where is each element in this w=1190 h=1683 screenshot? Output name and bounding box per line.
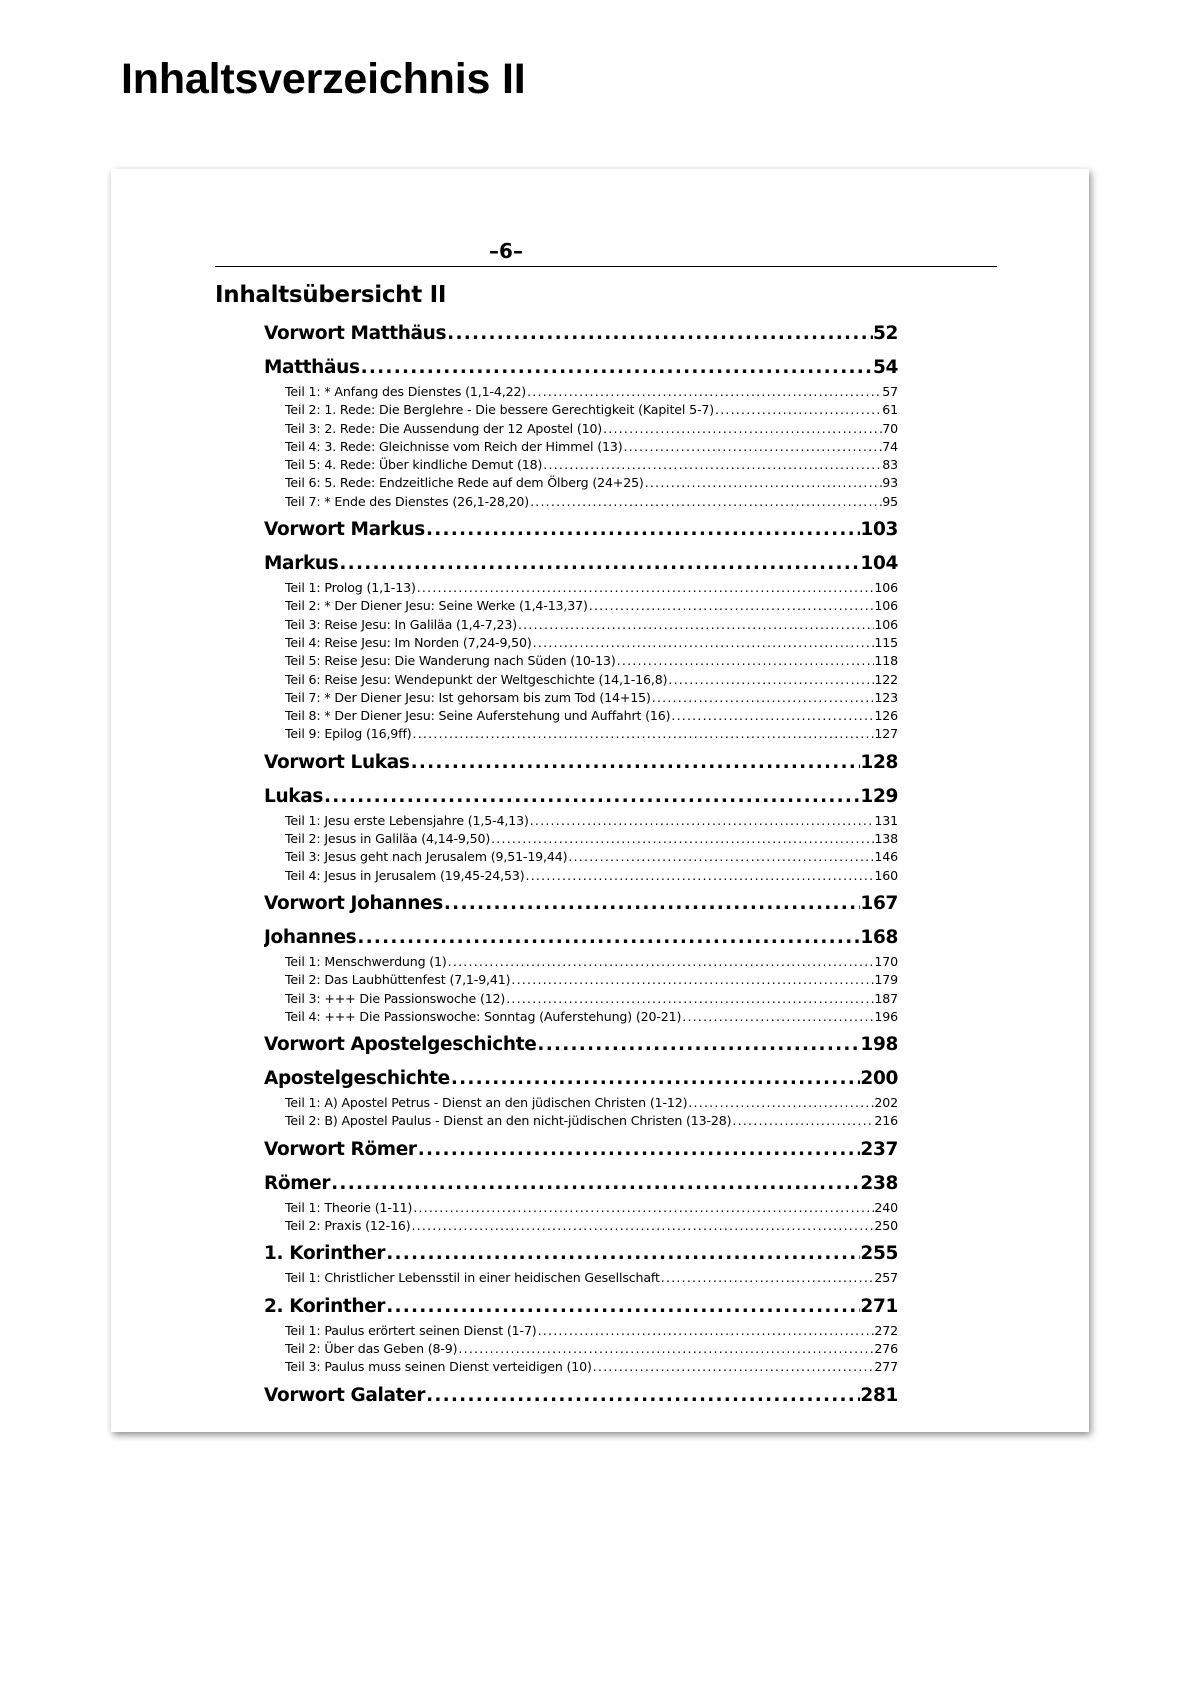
toc-subentry[interactable] (264, 616, 898, 634)
table-of-contents (264, 319, 898, 1415)
toc-subentry[interactable] (264, 689, 898, 707)
toc-subentry[interactable] (264, 1269, 898, 1287)
toc-subentry-page: 115 (874, 634, 898, 650)
toc-entry[interactable] (264, 1169, 898, 1199)
toc-entry-title: Markus (264, 553, 339, 575)
toc-section (264, 1239, 898, 1287)
toc-entry-page: 198 (860, 1034, 898, 1056)
toc-subentry-title: Teil 2: Praxis (12-16) (285, 1218, 411, 1234)
toc-subentry[interactable] (264, 401, 898, 419)
toc-subentry[interactable] (264, 671, 898, 689)
toc-section (264, 1381, 898, 1411)
toc-subentry-title: Teil 7: * Der Diener Jesu: Ist gehorsam bis zum Tod (14+15) (285, 689, 651, 705)
document-page (111, 169, 1089, 1432)
toc-subentry[interactable] (264, 707, 898, 725)
toc-entry-page: 255 (860, 1243, 898, 1265)
toc-subentry-title: Teil 1: Christlicher Lebensstil in einer heidischen Gesellschaft (285, 1270, 660, 1286)
toc-subentry-title: Teil 3: +++ Die Passionswoche (12) (285, 990, 506, 1006)
toc-subentry-page: 126 (874, 708, 898, 724)
dot-leader (644, 474, 883, 492)
toc-section (264, 1135, 898, 1165)
toc-subentry-page: 170 (874, 953, 898, 969)
toc-entry-page: 281 (860, 1384, 898, 1406)
toc-subentry-title: Teil 2: * Der Diener Jesu: Seine Werke (1,4-13,37) (285, 598, 588, 614)
dot-leader (622, 438, 882, 456)
dot-leader (602, 420, 882, 438)
toc-subentry-title: Teil 5: 4. Rede: Über kindliche Demut (18) (285, 457, 543, 473)
toc-subentry-page: 93 (882, 475, 898, 491)
toc-subentry-title: Teil 4: 3. Rede: Gleichnisse vom Reich der Himmel (13) (285, 438, 623, 454)
dot-leader (537, 1322, 875, 1340)
dot-leader (425, 515, 860, 545)
toc-entry[interactable] (264, 549, 898, 579)
toc-subentry-title: Teil 3: Reise Jesu: In Galiläa (1,4-7,23) (285, 616, 517, 632)
toc-subentry-page: 196 (874, 1008, 898, 1024)
dot-leader (450, 1064, 861, 1094)
toc-subentry-page: 187 (874, 990, 898, 1006)
toc-subentry-title: Teil 4: +++ Die Passionswoche: Sonntag (Auferstehung) (20-21) (285, 1008, 682, 1024)
toc-subentry-page: 272 (874, 1322, 898, 1338)
toc-subentry-title: Teil 1: * Anfang des Dienstes (1,1-4,22) (285, 384, 527, 399)
dot-leader (510, 971, 874, 989)
toc-section (264, 353, 898, 511)
toc-subentry-page: 122 (874, 671, 898, 687)
toc-subentry-page: 276 (874, 1340, 898, 1356)
toc-entry[interactable] (264, 748, 898, 778)
toc-subentry-page: 202 (874, 1095, 898, 1111)
toc-subentry[interactable] (264, 438, 898, 456)
toc-subentry[interactable] (264, 848, 898, 866)
toc-subentry-title: Teil 5: Reise Jesu: Die Wanderung nach Süden (10-13) (285, 653, 616, 669)
toc-subentry-title: Teil 1: Paulus erörtert seinen Dienst (1-7) (285, 1322, 537, 1338)
toc-subentry-page: 146 (874, 849, 898, 865)
toc-entry-page: 200 (860, 1068, 898, 1090)
toc-entry-page: 167 (860, 892, 898, 914)
toc-entry-title: Vorwort Lukas (264, 751, 410, 773)
toc-subentry-title: Teil 2: 1. Rede: Die Berglehre - Die bessere Gerechtigkeit (Kapitel 5-7) (285, 402, 714, 418)
dot-leader (532, 634, 875, 652)
page-number: –6– (489, 239, 523, 263)
toc-subentry[interactable] (264, 652, 898, 670)
toc-subentry-page: 160 (874, 867, 898, 883)
dot-leader (446, 319, 873, 349)
toc-subentry-title: Teil 2: Das Laubhüttenfest (7,1-9,41) (285, 972, 511, 988)
toc-entry-title: Vorwort Matthäus (264, 323, 447, 344)
dot-leader (323, 782, 860, 812)
toc-entry-title: Apostelgeschichte (264, 1068, 450, 1090)
toc-section (264, 889, 898, 919)
toc-entry-title: 2. Korinther (264, 1295, 386, 1317)
toc-entry-page: 168 (860, 926, 898, 948)
toc-subentry[interactable] (264, 474, 898, 492)
toc-entry[interactable] (264, 1292, 898, 1322)
toc-subentry-page: 83 (882, 457, 898, 473)
dot-leader (681, 1008, 874, 1026)
dot-leader (505, 990, 874, 1008)
toc-subentry-title: Teil 6: 5. Rede: Endzeitliche Rede auf dem Ölberg (24+25) (285, 475, 644, 491)
toc-entry-page: 129 (860, 785, 898, 807)
toc-entry[interactable] (264, 319, 898, 349)
dot-leader (385, 1239, 860, 1269)
toc-entry[interactable] (264, 889, 898, 919)
toc-entry[interactable] (264, 1030, 898, 1060)
toc-entry[interactable] (264, 1064, 898, 1094)
dot-leader (567, 848, 874, 866)
toc-subentry-title: Teil 3: Jesus geht nach Jerusalem (9,51-19,44) (285, 849, 568, 865)
toc-subentry-title: Teil 1: Jesu erste Lebensjahre (1,5-4,13) (285, 812, 529, 828)
dot-leader (536, 1030, 860, 1060)
dot-leader (417, 1135, 861, 1165)
toc-subentry[interactable] (264, 1322, 898, 1340)
toc-subentry-page: 106 (874, 616, 898, 632)
toc-entry-page: 237 (860, 1138, 898, 1160)
toc-subentry-page: 74 (882, 438, 898, 454)
dot-leader (416, 579, 875, 597)
toc-subentry-title: Teil 4: Reise Jesu: Im Norden (7,24-9,50) (285, 634, 532, 650)
dot-leader (360, 353, 873, 383)
toc-subentry-page: 216 (874, 1113, 898, 1129)
dot-leader (651, 689, 875, 707)
toc-entry[interactable] (264, 782, 898, 812)
toc-section (264, 319, 898, 349)
dot-leader (592, 1358, 875, 1376)
toc-subentry[interactable] (264, 830, 898, 848)
toc-entry-page: 104 (860, 553, 898, 575)
toc-subentry-page: 70 (882, 420, 898, 436)
toc-subentry[interactable] (264, 725, 898, 743)
toc-subentry[interactable] (264, 971, 898, 989)
toc-subentry-page: 61 (882, 402, 898, 418)
toc-section (264, 1292, 898, 1377)
toc-subentry-title: Teil 4: Jesus in Jerusalem (19,45-24,53) (285, 867, 525, 883)
toc-entry[interactable] (264, 1135, 898, 1165)
dot-leader (385, 1292, 860, 1322)
toc-section (264, 515, 898, 545)
dot-leader (490, 830, 874, 848)
dot-leader (457, 1340, 874, 1358)
toc-subentry-page: 106 (874, 598, 898, 614)
toc-subentry-page: 240 (874, 1199, 898, 1215)
toc-subentry[interactable] (264, 1217, 898, 1235)
toc-subentry-title: Teil 1: A) Apostel Petrus - Dienst an den jüdischen Christen (1-12) (285, 1095, 688, 1111)
toc-entry-title: Matthäus (264, 357, 360, 378)
dot-leader (529, 812, 875, 830)
toc-subentry[interactable] (264, 867, 898, 885)
toc-subentry[interactable] (264, 1112, 898, 1130)
dot-leader (443, 889, 861, 919)
toc-subentry-page: 123 (874, 689, 898, 705)
dot-leader (616, 652, 875, 670)
toc-subentry-page: 277 (874, 1359, 898, 1375)
toc-subentry-page: 138 (874, 831, 898, 847)
toc-entry-title: Römer (264, 1172, 331, 1194)
toc-entry-title: Vorwort Galater (264, 1384, 426, 1406)
dot-leader (670, 707, 874, 725)
toc-subentry-page: 57 (882, 384, 898, 399)
toc-subentry[interactable] (264, 990, 898, 1008)
toc-entry-page: 238 (860, 1172, 898, 1194)
toc-entry-title: Lukas (264, 785, 324, 807)
toc-section (264, 1030, 898, 1060)
toc-subentry-page: 250 (874, 1218, 898, 1234)
toc-entry[interactable] (264, 515, 898, 545)
dot-leader (330, 1169, 860, 1199)
toc-subentry[interactable] (264, 456, 898, 474)
dot-leader (410, 748, 861, 778)
document-title: Inhaltsübersicht II (215, 282, 447, 308)
toc-entry-title: Johannes (264, 926, 357, 948)
page-heading: Inhaltsverzeichnis II (121, 55, 526, 103)
toc-section (264, 1169, 898, 1236)
toc-subentry-title: Teil 9: Epilog (16,9ff) (285, 726, 412, 742)
toc-entry[interactable] (264, 353, 898, 383)
dot-leader (731, 1112, 874, 1130)
toc-subentry[interactable] (264, 812, 898, 830)
toc-subentry-page: 95 (882, 493, 898, 509)
toc-section (264, 549, 898, 744)
toc-subentry[interactable] (264, 1008, 898, 1026)
toc-subentry-page: 131 (874, 812, 898, 828)
header-rule (215, 266, 997, 267)
toc-subentry[interactable] (264, 634, 898, 652)
toc-entry-title: 1. Korinther (264, 1243, 386, 1265)
toc-subentry-page: 127 (874, 726, 898, 742)
toc-subentry-page: 257 (874, 1270, 898, 1286)
toc-section (264, 923, 898, 1026)
toc-subentry-page: 106 (874, 580, 898, 596)
toc-subentry-title: Teil 1: Prolog (1,1-13) (285, 580, 416, 596)
toc-entry-page: 271 (860, 1295, 898, 1317)
toc-subentry[interactable] (264, 1340, 898, 1358)
toc-entry-page: 103 (860, 519, 898, 541)
toc-subentry[interactable] (264, 579, 898, 597)
toc-section (264, 748, 898, 778)
toc-section (264, 1064, 898, 1131)
toc-subentry[interactable] (264, 953, 898, 971)
toc-subentry-title: Teil 7: * Ende des Dienstes (26,1-28,20) (285, 493, 530, 509)
toc-subentry-title: Teil 2: Über das Geben (8-9) (285, 1340, 458, 1356)
toc-subentry-title: Teil 2: Jesus in Galiläa (4,14-9,50) (285, 831, 491, 847)
dot-leader (410, 1217, 874, 1235)
toc-subentry-page: 118 (874, 653, 898, 669)
dot-leader (542, 456, 882, 474)
dot-leader (526, 383, 882, 401)
dot-leader (687, 1094, 874, 1112)
toc-entry-title: Vorwort Markus (264, 519, 425, 541)
dot-leader (660, 1269, 875, 1287)
dot-leader (425, 1381, 860, 1411)
toc-subentry-title: Teil 8: * Der Diener Jesu: Seine Auferstehung und Auffahrt (16) (285, 708, 671, 724)
toc-entry-title: Vorwort Johannes (264, 892, 443, 914)
dot-leader (412, 725, 875, 743)
toc-entry-page: 128 (860, 751, 898, 773)
dot-leader (714, 401, 882, 419)
toc-subentry[interactable] (264, 1094, 898, 1112)
dot-leader (667, 671, 874, 689)
toc-subentry-title: Teil 1: Menschwerdung (1) (285, 953, 447, 969)
toc-subentry-title: Teil 6: Reise Jesu: Wendepunkt der Weltgeschichte (14,1-16,8) (285, 671, 668, 687)
toc-subentry[interactable] (264, 383, 898, 401)
dot-leader (525, 867, 875, 885)
toc-entry[interactable] (264, 923, 898, 953)
dot-leader (412, 1199, 874, 1217)
toc-subentry-page: 179 (874, 972, 898, 988)
toc-subentry[interactable] (264, 1358, 898, 1376)
toc-subentry[interactable] (264, 597, 898, 615)
dot-leader (529, 493, 882, 511)
toc-entry[interactable] (264, 1381, 898, 1411)
toc-subentry-title: Teil 1: Theorie (1-11) (285, 1199, 413, 1215)
dot-leader (447, 953, 875, 971)
toc-subentry[interactable] (264, 493, 898, 511)
toc-subentry[interactable] (264, 420, 898, 438)
toc-subentry-title: Teil 3: 2. Rede: Die Aussendung der 12 Apostel (10) (285, 420, 603, 436)
toc-subentry-title: Teil 3: Paulus muss seinen Dienst verteidigen (10) (285, 1359, 592, 1375)
toc-entry-page: 54 (872, 357, 898, 378)
toc-subentry-title: Teil 2: B) Apostel Paulus - Dienst an den nicht-jüdischen Christen (13-28) (285, 1113, 732, 1129)
dot-leader (356, 923, 860, 953)
toc-section (264, 782, 898, 885)
dot-leader (588, 597, 875, 615)
dot-leader (338, 549, 860, 579)
dot-leader (517, 616, 874, 634)
toc-entry-page: 52 (872, 323, 898, 344)
toc-entry-title: Vorwort Apostelgeschichte (264, 1034, 537, 1056)
toc-entry[interactable] (264, 1239, 898, 1269)
toc-entry-title: Vorwort Römer (264, 1138, 417, 1160)
toc-subentry[interactable] (264, 1199, 898, 1217)
